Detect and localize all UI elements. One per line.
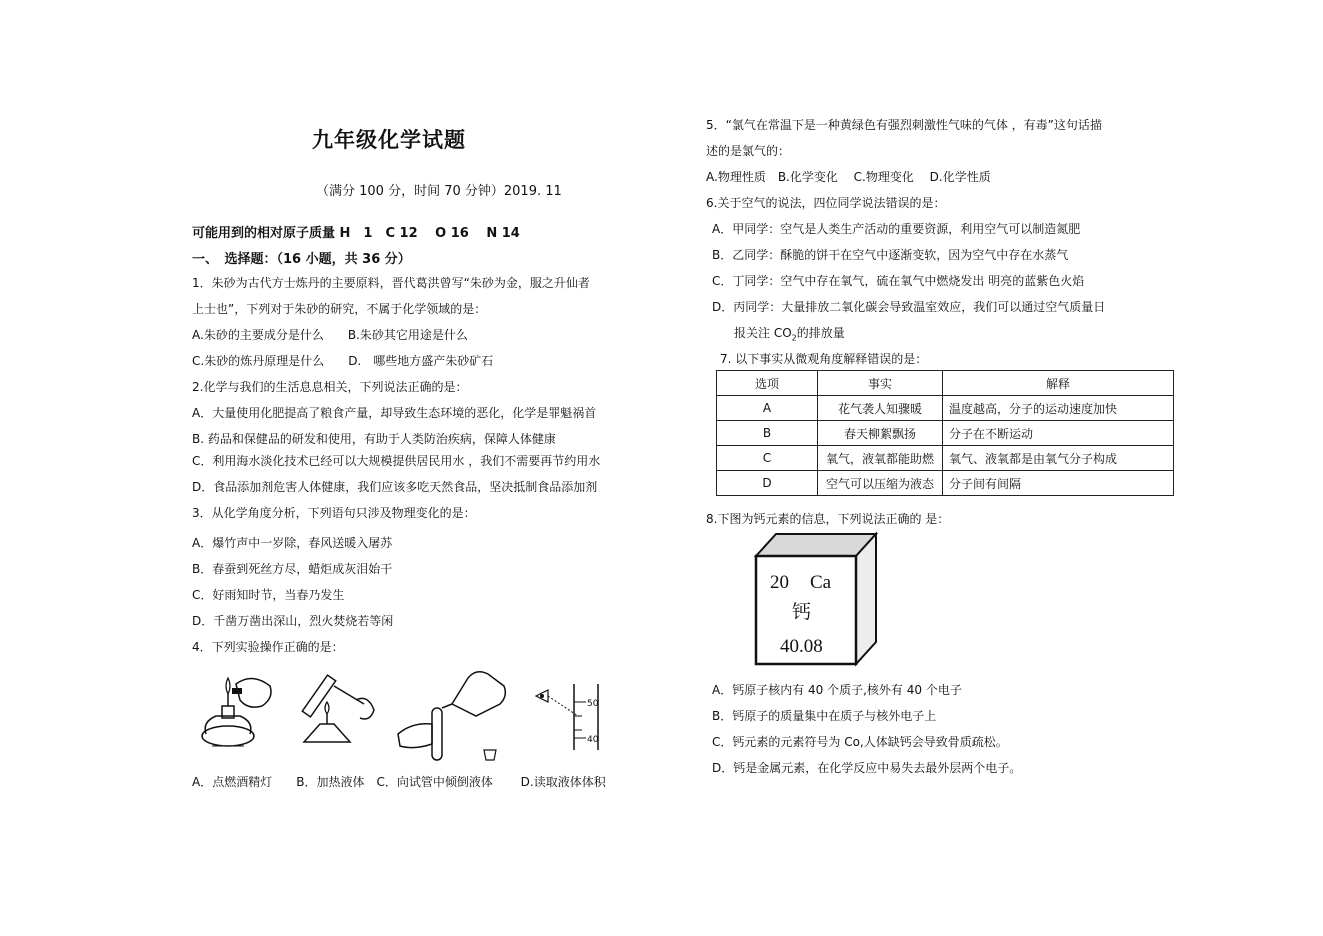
co2-label: 报关注 CO bbox=[734, 326, 792, 340]
table-row bbox=[717, 446, 1174, 471]
q4-options: A．点燃酒精灯 B．加热液体 C．向试管中倾倒液体 D.读取液体体积 bbox=[192, 775, 606, 789]
element-atomic-mass: 40.08 bbox=[780, 636, 823, 657]
q7-text: 7. 以下事实从微观角度解释错误的是： bbox=[720, 352, 928, 366]
atomic-mass-line: 可能用到的相对原子质量 H 1 C 12 O 16 N 14 bbox=[192, 226, 520, 241]
element-atomic-number: 20 bbox=[770, 572, 789, 593]
q2-option-c: C．利用海水淡化技术已经可以大规模提供居民用水 ，我们不需要再节约用水 bbox=[192, 454, 601, 468]
q8-text: 8.下图为钙元素的信息，下列说法正确的 是： bbox=[706, 512, 950, 526]
table-row bbox=[717, 396, 1174, 421]
q2-option-d: D．食品添加剂危害人体健康，我们应该多吃天然食品，坚决抵制食品添加剂 bbox=[192, 480, 598, 494]
table-cell: 氧气，液氧都能助燃 bbox=[818, 446, 943, 471]
lamp-lighting-image bbox=[192, 664, 278, 760]
table-cell: 分子间有间隔 bbox=[943, 471, 1174, 496]
table-header-explanation: 解释 bbox=[943, 371, 1174, 396]
q1-text-line1: 1．朱砂为古代方士炼丹的主要原料，晋代葛洪曾写“朱砂为金，服之升仙者 bbox=[192, 276, 590, 290]
q8-option-b: B．钙原子的质量集中在质子与核外电子上 bbox=[712, 709, 937, 723]
element-name: 钙 bbox=[792, 601, 812, 623]
q3-option-a: A．爆竹声中一岁除，春风送暖入屠苏 bbox=[192, 536, 393, 550]
q2-text: 2.化学与我们的生活息息相关，下列说法正确的是： bbox=[192, 380, 468, 394]
section-heading: 一、 选择题：（16 小题，共 36 分） bbox=[192, 252, 411, 267]
q1-options-ab: A.朱砂的主要成分是什么 B.朱砂其它用途是什么 bbox=[192, 328, 468, 342]
table-cell: B bbox=[717, 421, 818, 446]
q6-text: 6.关于空气的说法，四位同学说法错误的是： bbox=[706, 196, 946, 210]
co2-suffix: 的排放量 bbox=[796, 326, 845, 340]
q3-option-c: C．好雨知时节，当春乃发生 bbox=[192, 588, 345, 602]
table-cell: A bbox=[717, 396, 818, 421]
q8-option-a: A．钙原子核内有 40 个质子,核外有 40 个电子 bbox=[712, 683, 962, 697]
cylinder-mark-50: 50 bbox=[587, 699, 599, 709]
table-cell: D bbox=[717, 471, 818, 496]
co2-subscript: 2 bbox=[791, 333, 797, 343]
table-cell: 空气可以压缩为液态 bbox=[818, 471, 943, 496]
heating-liquid-image bbox=[294, 664, 380, 760]
table-cell: 春天柳絮飘扬 bbox=[818, 421, 943, 446]
table-cell: 温度越高，分子的运动速度加快 bbox=[943, 396, 1174, 421]
table-header-option: 选项 bbox=[717, 371, 818, 396]
q5-options: A.物理性质 B.化学变化 C.物理变化 D.化学性质 bbox=[706, 170, 991, 184]
q3-text: 3．从化学角度分析，下列语句只涉及物理变化的是： bbox=[192, 506, 476, 520]
q6-option-d-line1: D．丙同学：大量排放二氧化碳会导致温室效应，我们可以通过空气质量日 bbox=[712, 300, 1106, 314]
q4-text: 4．下列实验操作正确的是： bbox=[192, 640, 344, 654]
table-header-row bbox=[717, 371, 1174, 396]
table-header-fact: 事实 bbox=[818, 371, 943, 396]
table-cell: C bbox=[717, 446, 818, 471]
q2-option-b: B. 药品和保健品的研发和使用，有助于人类防治疾病，保障人体健康 bbox=[192, 432, 556, 446]
table-cell: 氧气、液氧都是由氧气分子构成 bbox=[943, 446, 1174, 471]
q6-option-a: A．甲同学：空气是人类生产活动的重要资源，利用空气可以制造氮肥 bbox=[712, 222, 1081, 236]
q5-text-line1: 5．“氯气在常温下是一种黄绿色有强烈刺激性气味的气体 ，有毒”这句话描 bbox=[706, 118, 1102, 132]
pouring-liquid-image bbox=[392, 664, 510, 764]
q2-option-a: A．大量使用化肥提高了粮食产量，却导致生态环境的恶化，化学是罪魁祸首 bbox=[192, 406, 597, 420]
exam-subtitle: （满分 100 分，时间 70 分钟）2019. 11 bbox=[316, 184, 562, 199]
q5-text-line2: 述的是氯气的： bbox=[706, 144, 791, 158]
q8-option-c: C．钙元素的元素符号为 Co,人体缺钙会导致骨质疏松。 bbox=[712, 735, 1008, 749]
q6-option-c: C．丁同学：空气中存在氧气，硫在氧气中燃烧发出 明亮的蓝紫色火焰 bbox=[712, 274, 1085, 288]
q3-option-d: D．千凿万凿出深山，烈火焚烧若等闲 bbox=[192, 614, 394, 628]
q7-table bbox=[716, 370, 1174, 496]
q8-option-d: D．钙是金属元素，在化学反应中易失去最外层两个电子。 bbox=[712, 761, 1022, 775]
element-symbol: Ca bbox=[810, 572, 832, 593]
q1-options-cd: C.朱砂的炼丹原理是什么 D. 哪些地方盛产朱砂矿石 bbox=[192, 354, 494, 368]
table-cell: 分子在不断运动 bbox=[943, 421, 1174, 446]
calcium-element-card bbox=[752, 530, 880, 670]
table-row bbox=[717, 421, 1174, 446]
reading-volume-image bbox=[530, 680, 610, 754]
q3-option-b: B．春蚕到死丝方尽，蜡炬成灰泪始干 bbox=[192, 562, 393, 576]
table-cell: 花气袭人知骤暖 bbox=[818, 396, 943, 421]
table-row bbox=[717, 471, 1174, 496]
q6-option-d-line2 bbox=[734, 324, 845, 342]
q1-text-line2: 上士也”，下列对于朱砂的研究，不属于化学领域的是： bbox=[192, 302, 487, 316]
q6-option-b: B．乙同学：酥脆的饼干在空气中逐渐变软，因为空气中存在水蒸气 bbox=[712, 248, 1069, 262]
cylinder-mark-40: 40 bbox=[587, 735, 599, 745]
exam-title: 九年级化学试题 bbox=[312, 128, 466, 152]
